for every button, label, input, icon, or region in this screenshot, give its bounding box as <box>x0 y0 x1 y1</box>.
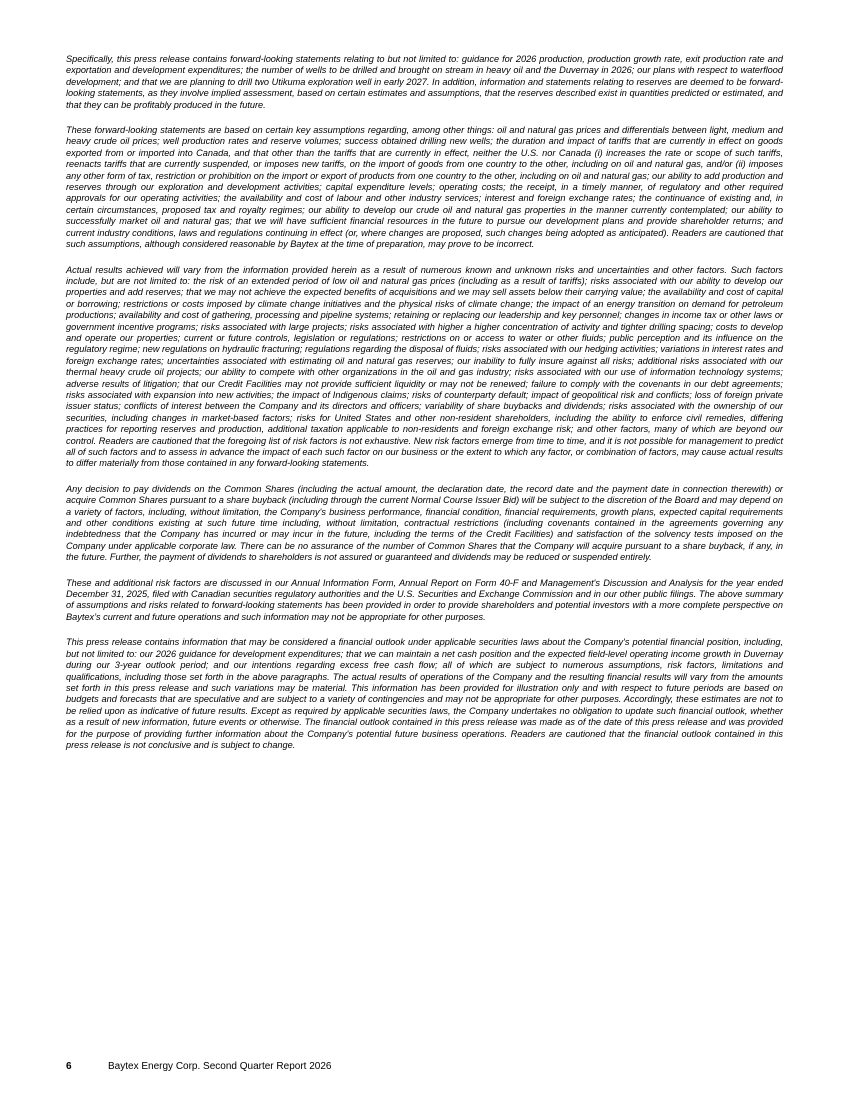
paragraph-financial-outlook: This press release contains information that may be considered a financial outlook under applicable securities laws about the Company's potential financial position, including, but not limited to: our 2026 guidance for development expenditures; that we can maintain a net cash position and the expected field-level operating income growth in Duvernay during our 3-year outlook period; and our intentions regarding excess free cash flow; all of which are subject to numerous assumptions, risk factors, limitations and qualifications, including those set forth in the above paragraphs. The actual results of operations of the Company and the resulting financial results will vary from the amounts set forth in this press release and such variations may be material. This information has been provided for illustration only and with respect to future periods are based on budgets and forecasts that are speculative and are subject to a variety of contingencies and may not be appropriate for other purposes. Accordingly, these estimates are not to be relied upon as indicative of future results. Except as required by applicable securities laws, the Company undertakes no obligation to update such financial outlook, whether as a result of new information, future events or otherwise. The financial outlook contained in this press release was made as of the date of this press release and was provided for the purpose of providing further information about the Company's potential future business operations. Readers are cautioned that the financial outlook contained in this press release is not conclusive and is subject to change. <box>66 637 783 750</box>
page-footer <box>66 1061 331 1073</box>
document-body <box>66 54 783 765</box>
paragraph-forward-looking-specifics: Specifically, this press release contains forward-looking statements relating to but not limited to: guidance for 2026 production, production growth rate, exit production rate and exportation and development expenditures; the number of wells to be drilled and brought on stream in heavy oil and the Duvernay in 2026; our plans with respect to waterflood development; and that we are planning to drill two Utikuma exploration well in early 2027. In addition, information and statements relating to reserves are deemed to be forward-looking statements, as they involve implied assessment, based on certain estimates and assumptions, that the reserves described exist in quantities predicted or estimated, and that they can be profitably produced in the future. <box>66 54 783 110</box>
paragraph-risk-factors: Actual results achieved will vary from the information provided herein as a result of numerous known and unknown risks and uncertainties and other factors. Such factors include, but are not limited to: the risk of an extended period of low oil and natural gas prices (including as a result of tariffs); risks associated with our ability to develop our properties and add reserves; that we may not achieve the expected benefits of acquisitions and we may sell assets below their carrying value; the availability and cost of capital or borrowing; restrictions or costs imposed by climate change initiatives and the physical risks of climate change; the impact of an energy transition on demand for petroleum productions; availability and cost of gathering, processing and pipeline systems; retaining or replacing our leadership and key personnel; changes in income tax or other laws or government incentive programs; risks associated with large projects; risks associated with higher a higher concentration of activity and tighter drilling spacing; costs to develop and operate our properties; current or future controls, legislation or regulations; restrictions on or access to water or other fluids; public perception and its influence on the regulatory regime; new regulations on hydraulic fracturing; regulations regarding the disposal of fluids; risks associated with our hedging activities; variations in interest rates and foreign exchange rates; uncertainties associated with estimating oil and natural gas reserves; our inability to fully insure against all risks; additional risks associated with our thermal heavy crude oil projects; our ability to compete with other organizations in the oil and gas industry; risks associated with our use of information technology systems; adverse results of litigation; that our Credit Facilities may not provide sufficient liquidity or may not be renewed; failure to comply with the covenants in our debt agreements; risks associated with expansion into new activities; the impact of Indigenous claims; risks of counterparty default; impact of geopolitical risk and conflicts; loss of foreign private issuer status; conflicts of interest between the Company and its directors and officers; variability of share buybacks and dividends; risks associated with the ownership of our securities, including changes in market-based factors; risks for United States and other non-resident shareholders, including the ability to enforce civil remedies, differing practices for reporting reserves and production, additional taxation applicable to non-residents and foreign exchange risk; and other factors, many of which are beyond our control. Readers are cautioned that the foregoing list of risk factors is not exhaustive. New risk factors emerge from time to time, and it is not possible for management to predict all of such factors and to assess in advance the impact of each such factor on our business or the extent to which any factor, or combination of factors, may cause actual results to differ materially from those contained in any forward-looking statements. <box>66 264 784 469</box>
paragraph-key-assumptions: These forward-looking statements are based on certain key assumptions regarding, among other things: oil and natural gas prices and differentials between light, medium and heavy crude oil prices; well production rates and reserve volumes; success obtained drilling new wells; the duration and impact of tariffs that are currently in effect on goods exported from or imported into Canada, and that other than the tariffs that are currently in effect, neither the U.S. nor Canada (i) increases the rate or scope of such tariffs, reenacts tariffs that are currently suspended, or imposes new tariffs, on the import of goods from one country to the other, including on oil and natural gas, and/or (ii) imposes any other form of tax, restriction or prohibition on the import or export of products from one country to the other, including on oil and natural gas; our ability to add production and reserves through our exploration and development activities; capital expenditure levels; operating costs; the receipt, in a timely manner, of regulatory and other required approvals for our operating activities; the availability and cost of labour and other industry services; interest and foreign exchange rates; the continuance of existing and, in certain circumstances, proposed tax and royalty regimes; our ability to develop our crude oil and natural gas properties in the manner currently contemplated; our ability to successfully market oil and natural gas; that we will have sufficient financial resources in the future to pursue our development plans and provide shareholder returns; and current industry conditions, laws and regulations continuing in effect (or, where changes are proposed, such changes being adopted as anticipated). Readers are cautioned that such assumptions, although considered reasonable by Baytex at the time of preparation, may prove to be incorrect. <box>66 125 783 250</box>
footer-report-title: Baytex Energy Corp. Second Quarter Report 2026 <box>108 1061 332 1072</box>
page-number: 6 <box>66 1061 72 1072</box>
paragraph-additional-risks: These and additional risk factors are discussed in our Annual Information Form, Annual Report on Form 40-F and Management's Discussion and Analysis for the year ended December 31, 2025, filed with Canadian securities regulatory authorities and the U.S. Securities and Exchange Commission and in our other public filings. The above summary of assumptions and risks related to forward-looking statements has been provided in order to provide shareholders and potential investors with a more complete perspective on Baytex’s current and future operations and such information may not be appropriate for other purposes. <box>66 577 783 622</box>
paragraph-dividends: Any decision to pay dividends on the Common Shares (including the actual amount, the declaration date, the record date and the payment date in connection therewith) or acquire Common Shares pursuant to a share buyback (including through the current Normal Course Issuer Bid) will be subject to the discretion of the Board and may depend on a variety of factors, including, without limitation, the Company's business performance, financial condition, financial requirements, growth plans, expected capital requirements and other conditions existing at such future time including, without limitation, contractual restrictions (including covenants contained in the agreements governing any indebtedness that the Company has incurred or may incur in the future, including the terms of the Credit Facilities) and satisfaction of the solvency tests imposed on the Company under applicable corporate law. There can be no assurance of the number of Common Shares that the Company will acquire pursuant to a share buyback, if any, in the future. Further, the payment of dividends to shareholders is not assured or guaranteed and dividends may be reduced or suspended entirely. <box>66 483 783 563</box>
